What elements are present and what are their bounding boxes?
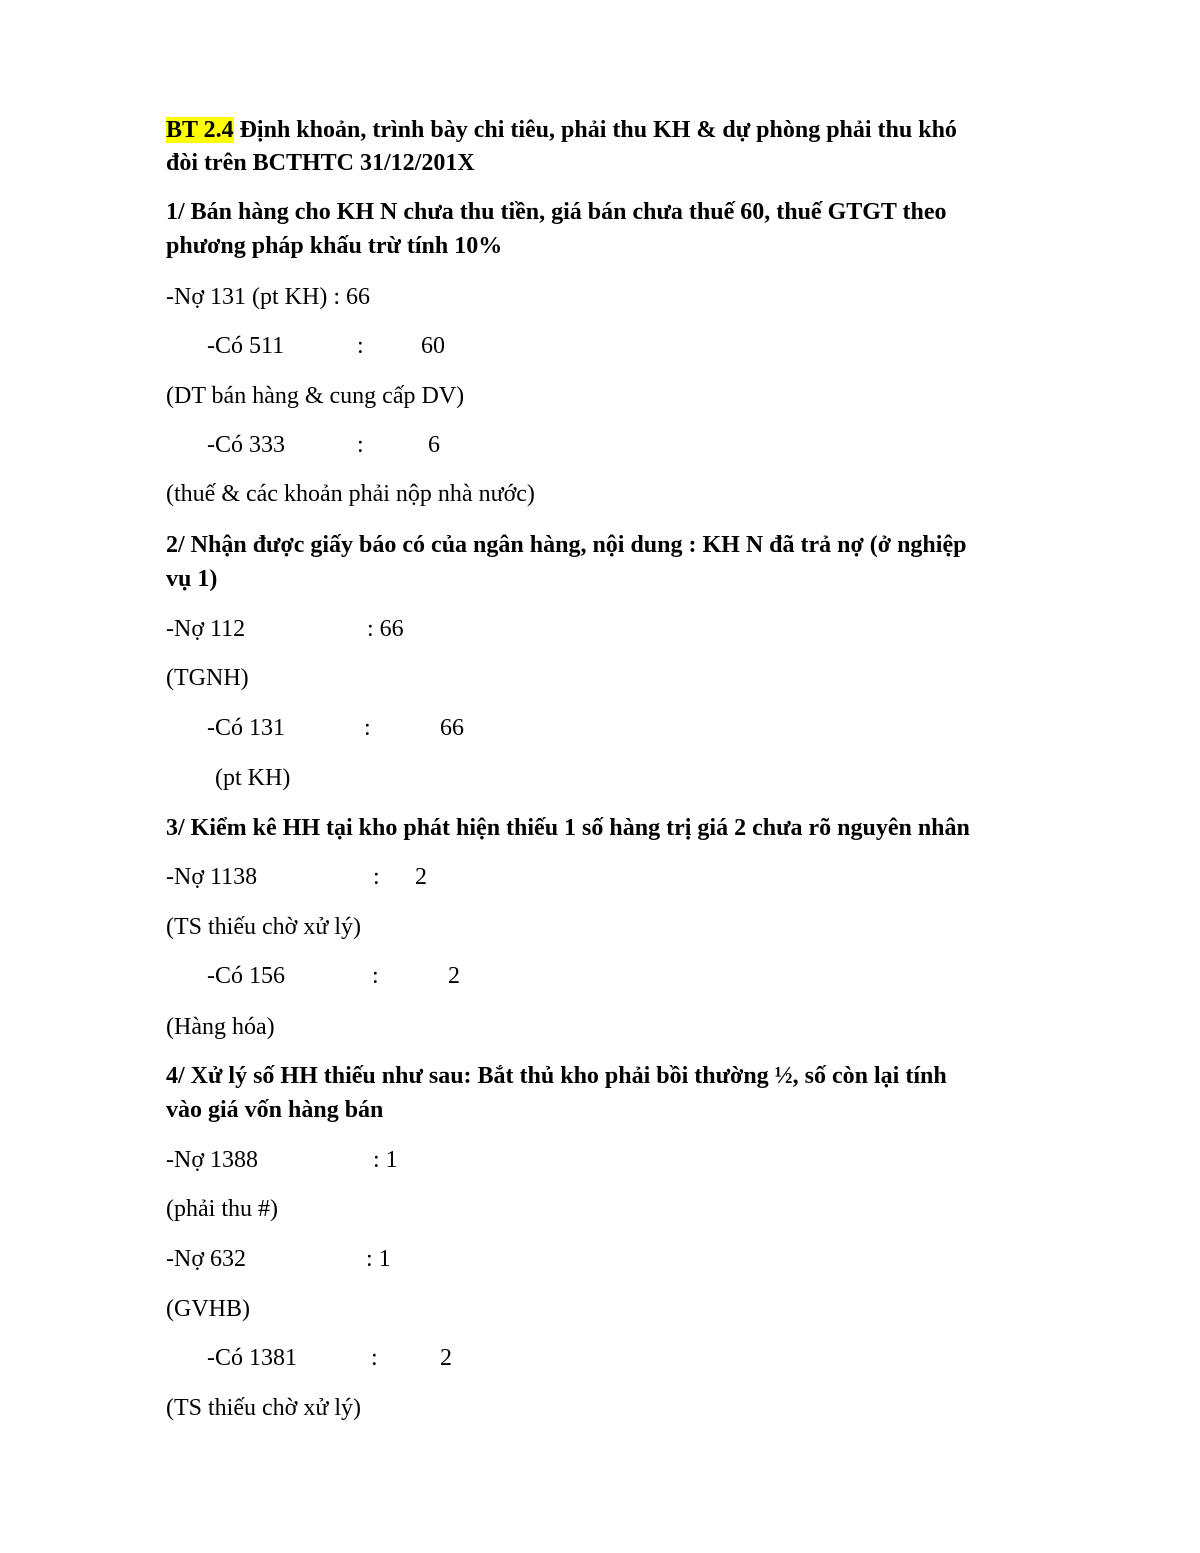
task-2-heading-line-1: 2/ Nhận được giấy báo có của ngân hàng, nội dung : KH N đã trả nợ (ở nghiệp	[166, 532, 967, 558]
account: -Có 333	[207, 432, 285, 458]
separator: :	[372, 963, 379, 989]
exercise-title-line-2: đòi trên BCTHTC 31/12/201X	[166, 150, 475, 176]
task-3-debit-note: (TS thiếu chờ xử lý)	[166, 914, 361, 940]
task-4-credit-note: (TS thiếu chờ xử lý)	[166, 1395, 361, 1421]
exercise-title-text: Định khoản, trình bày chi tiêu, phải thu KH & dự phòng phải thu khó	[233, 117, 957, 143]
amount: 2	[448, 963, 460, 989]
account: -Nợ 1138	[166, 864, 258, 890]
task-3-heading: 3/ Kiểm kê HH tại kho phát hiện thiếu 1 số hàng trị giá 2 chưa rõ nguyên nhân	[166, 815, 970, 841]
amount: 66	[440, 715, 464, 741]
task-1-debit-entry: -Nợ 131 (pt KH) : 66	[166, 284, 370, 310]
task-1-heading-line-1: 1/ Bán hàng cho KH N chưa thu tiền, giá bán chưa thuế 60, thuế GTGT theo	[166, 199, 947, 225]
task-4-debit-2-note: (GVHB)	[166, 1296, 250, 1322]
amount: 2	[440, 1345, 452, 1371]
account: -Có 511	[207, 333, 285, 359]
account: -Nợ 1388	[166, 1147, 259, 1173]
task-4-heading-line-2: vào giá vốn hàng bán	[166, 1097, 384, 1123]
account: -Có 131	[207, 715, 285, 741]
separator: :	[364, 715, 371, 741]
exercise-label: BT 2.4	[166, 117, 234, 143]
task-4-debit-1-note: (phải thu #)	[166, 1196, 278, 1222]
value: : 1	[366, 1246, 391, 1272]
separator: :	[371, 1345, 378, 1371]
account: -Nợ 632	[166, 1246, 247, 1272]
exercise-title-line-1	[166, 115, 957, 145]
account: -Nợ 112	[166, 616, 246, 642]
value: : 66	[367, 616, 404, 642]
task-4-heading-line-1: 4/ Xử lý số HH thiếu như sau: Bắt thủ kho phải bồi thường ½, số còn lại tính	[166, 1063, 947, 1089]
amount: 6	[428, 432, 440, 458]
task-1-credit-1-note: (DT bán hàng & cung cấp DV)	[166, 383, 465, 409]
account: -Có 156	[207, 963, 285, 989]
value: : 1	[373, 1147, 398, 1173]
task-1-credit-2-note: (thuế & các khoản phải nộp nhà nước)	[166, 481, 535, 507]
task-1-heading-line-2: phương pháp khấu trừ tính 10%	[166, 233, 503, 259]
task-2-debit-note: (TGNH)	[166, 665, 249, 691]
amount: 60	[421, 333, 445, 359]
task-2-heading-line-2: vụ 1)	[166, 566, 218, 592]
separator: :	[357, 333, 364, 359]
separator: :	[373, 864, 380, 890]
task-3-credit-note: (Hàng hóa)	[166, 1014, 275, 1040]
amount: 2	[415, 864, 427, 890]
account: -Có 1381	[207, 1345, 297, 1371]
separator: :	[357, 432, 364, 458]
task-2-credit-note: (pt KH)	[215, 765, 291, 791]
